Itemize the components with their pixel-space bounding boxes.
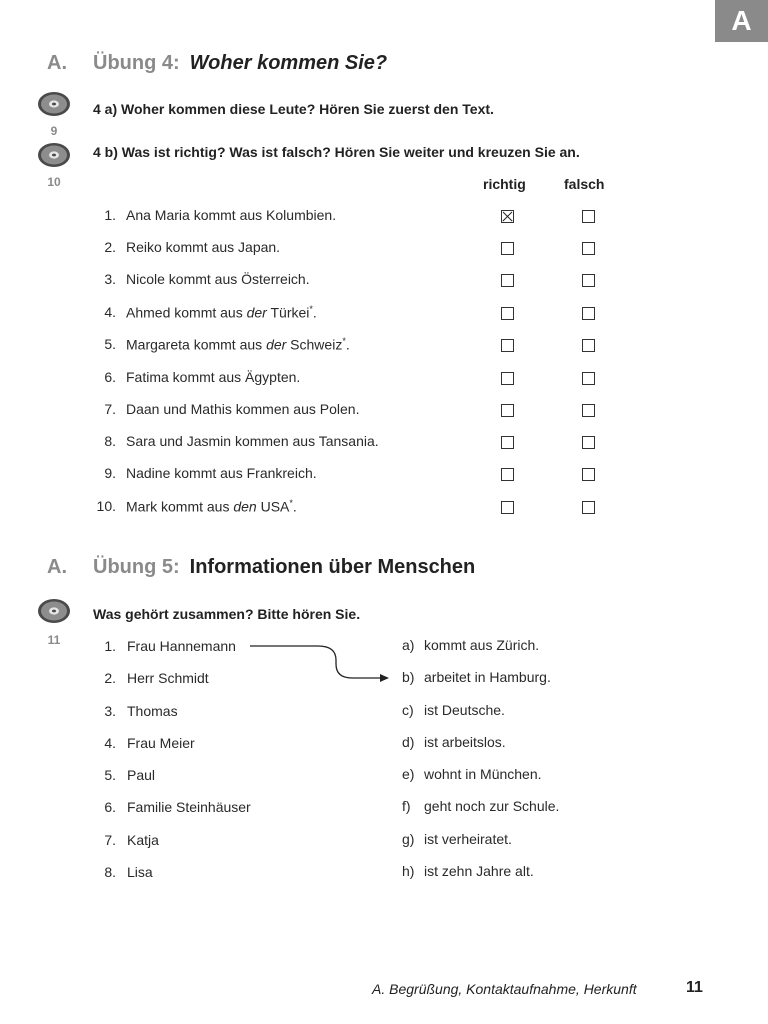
statement-number: 7. bbox=[104, 401, 116, 417]
person-name[interactable]: Katja bbox=[127, 832, 159, 848]
column-header-richtig: richtig bbox=[483, 176, 526, 192]
statement-number: 8. bbox=[104, 433, 116, 449]
footnote-marker: * bbox=[309, 304, 313, 314]
checkbox-falsch[interactable] bbox=[582, 501, 595, 514]
exercise-number: Übung 5: bbox=[93, 556, 180, 578]
answer-letter: g) bbox=[402, 831, 415, 847]
exercise-heading: Informationen über Menschen bbox=[189, 556, 476, 578]
statement-text bbox=[126, 465, 317, 481]
person-number: 3. bbox=[104, 703, 116, 719]
statement-text bbox=[126, 498, 297, 515]
checkbox-richtig[interactable] bbox=[501, 307, 514, 320]
checkbox-falsch[interactable] bbox=[582, 339, 595, 352]
statement-number: 9. bbox=[104, 465, 116, 481]
audio-cd-icon[interactable] bbox=[37, 91, 71, 117]
checkbox-richtig[interactable] bbox=[501, 436, 514, 449]
footnote-marker: * bbox=[342, 336, 346, 346]
checkbox-falsch[interactable] bbox=[582, 468, 595, 481]
person-number: 4. bbox=[104, 735, 116, 751]
checkbox-falsch[interactable] bbox=[582, 242, 595, 255]
checkbox-falsch[interactable] bbox=[582, 274, 595, 287]
person-number: 2. bbox=[104, 670, 116, 686]
statement-text bbox=[126, 433, 379, 449]
checkbox-falsch[interactable] bbox=[582, 404, 595, 417]
statement-text-part: Türkei bbox=[266, 304, 310, 321]
statement-row bbox=[0, 304, 768, 328]
person-name[interactable]: Frau Meier bbox=[127, 735, 195, 751]
statement-text-part: . bbox=[312, 304, 317, 321]
chapter-tab: A bbox=[715, 0, 768, 42]
answer-letter: f) bbox=[402, 798, 411, 814]
answer-text[interactable]: wohnt in München. bbox=[424, 766, 542, 782]
checkbox-richtig[interactable] bbox=[501, 274, 514, 287]
checkbox-falsch[interactable] bbox=[582, 436, 595, 449]
person-name[interactable]: Lisa bbox=[127, 864, 153, 880]
person-number: 6. bbox=[104, 799, 116, 815]
answer-text[interactable]: kommt aus Zürich. bbox=[424, 637, 540, 653]
statement-text-part: Nicole kommt aus Österreich. bbox=[126, 271, 310, 287]
exercise-heading: Woher kommen Sie? bbox=[189, 52, 388, 74]
statement-text-part: Sara und Jasmin kommen aus Tansania. bbox=[126, 433, 379, 449]
audio-cd-icon[interactable] bbox=[37, 598, 71, 624]
statement-text bbox=[126, 336, 350, 353]
person-number: 1. bbox=[104, 638, 116, 654]
statement-number: 6. bbox=[104, 369, 116, 385]
statement-text-part: Schweiz bbox=[286, 336, 343, 353]
statement-row bbox=[0, 336, 768, 360]
statement-text-part: USA bbox=[256, 498, 290, 515]
person-name[interactable]: Paul bbox=[127, 767, 156, 783]
statement-text bbox=[126, 369, 300, 385]
instruction-4b: 4 b) Was ist richtig? Was ist falsch? Hören Sie weiter und kreuzen Sie an. bbox=[93, 144, 580, 160]
answer-text[interactable]: ist arbeitslos. bbox=[424, 734, 506, 750]
person-name[interactable]: Familie Steinhäuser bbox=[127, 799, 251, 815]
statement-text-part: Fatima kommt aus Ägypten. bbox=[126, 369, 301, 385]
exercise-number: Übung 4: bbox=[93, 52, 180, 74]
checkbox-richtig[interactable] bbox=[501, 404, 514, 417]
page-number: 11 bbox=[686, 979, 703, 996]
answer-text[interactable]: ist verheiratet. bbox=[424, 831, 512, 847]
checkbox-richtig[interactable] bbox=[501, 339, 514, 352]
statement-text bbox=[126, 239, 280, 255]
statement-number: 10. bbox=[96, 498, 116, 514]
audio-cd-icon[interactable] bbox=[37, 142, 71, 168]
statement-text bbox=[126, 401, 359, 417]
track-number: 9 bbox=[50, 124, 58, 138]
statement-text-part: Ahmed kommt aus bbox=[126, 304, 247, 321]
person-number: 8. bbox=[104, 864, 116, 880]
checkbox-richtig[interactable] bbox=[501, 242, 514, 255]
answer-letter: d) bbox=[402, 734, 415, 750]
exercise-5-title bbox=[47, 556, 475, 586]
statement-text bbox=[126, 304, 317, 321]
statement-article: den bbox=[233, 498, 257, 515]
statement-number: 3. bbox=[104, 271, 116, 287]
answer-letter: b) bbox=[402, 669, 415, 685]
statement-row bbox=[0, 271, 768, 295]
checkbox-falsch[interactable] bbox=[582, 210, 595, 223]
statement-number: 1. bbox=[104, 207, 116, 223]
column-header-falsch: falsch bbox=[564, 176, 605, 192]
statement-text bbox=[126, 271, 310, 287]
answer-text[interactable]: ist zehn Jahre alt. bbox=[424, 863, 534, 879]
statement-text-part: Margareta kommt aus bbox=[126, 336, 267, 353]
answer-text[interactable]: geht noch zur Schule. bbox=[424, 798, 560, 814]
statement-row bbox=[0, 433, 768, 457]
statement-text-part: Ana Maria kommt aus Kolumbien. bbox=[126, 207, 337, 223]
statement-row bbox=[0, 207, 768, 231]
track-number: 10 bbox=[47, 175, 61, 189]
statement-text-part: . bbox=[292, 498, 297, 515]
checkbox-falsch[interactable] bbox=[582, 307, 595, 320]
checkbox-falsch[interactable] bbox=[582, 372, 595, 385]
statement-text-part: . bbox=[345, 336, 350, 353]
section-letter: A. bbox=[47, 52, 67, 74]
person-name[interactable]: Frau Hannemann bbox=[127, 638, 236, 654]
statement-number: 4. bbox=[104, 304, 116, 320]
person-number: 5. bbox=[104, 767, 116, 783]
statement-article: der bbox=[266, 336, 287, 353]
statement-text-part: Reiko kommt aus Japan. bbox=[126, 239, 281, 255]
statement-text-part: Nadine kommt aus Frankreich. bbox=[126, 465, 317, 481]
instruction-5: Was gehört zusammen? Bitte hören Sie. bbox=[93, 606, 361, 622]
person-number: 7. bbox=[104, 832, 116, 848]
statement-text bbox=[126, 207, 336, 223]
statement-text-part: Daan und Mathis kommen aus Polen. bbox=[126, 401, 360, 417]
statement-number: 5. bbox=[104, 336, 116, 352]
answer-text[interactable]: arbeitet in Hamburg. bbox=[424, 669, 551, 685]
statement-row bbox=[0, 369, 768, 393]
answer-text[interactable]: ist Deutsche. bbox=[424, 702, 505, 718]
footnote-marker: * bbox=[289, 498, 293, 508]
footer-chapter-title: A. Begrüßung, Kontaktaufnahme, Herkunft bbox=[372, 981, 637, 997]
statement-row bbox=[0, 465, 768, 489]
statement-text-part: Mark kommt aus bbox=[126, 498, 234, 515]
answer-letter: a) bbox=[402, 637, 415, 653]
checkbox-richtig[interactable] bbox=[501, 501, 514, 514]
statement-article: der bbox=[246, 304, 267, 321]
checkbox-richtig[interactable] bbox=[501, 468, 514, 481]
answer-letter: c) bbox=[402, 702, 414, 718]
person-name[interactable]: Thomas bbox=[127, 703, 178, 719]
checkbox-richtig[interactable] bbox=[501, 210, 514, 223]
instruction-4a: 4 a) Woher kommen diese Leute? Hören Sie zuerst den Text. bbox=[93, 101, 494, 117]
answer-letter: e) bbox=[402, 766, 415, 782]
person-name[interactable]: Herr Schmidt bbox=[127, 670, 209, 686]
statement-row bbox=[0, 401, 768, 425]
statement-number: 2. bbox=[104, 239, 116, 255]
statement-row bbox=[0, 239, 768, 263]
answer-letter: h) bbox=[402, 863, 415, 879]
exercise-4-title bbox=[47, 52, 387, 82]
section-letter: A. bbox=[47, 556, 67, 578]
statement-row bbox=[0, 498, 768, 522]
track-number: 11 bbox=[47, 633, 61, 647]
checkbox-richtig[interactable] bbox=[501, 372, 514, 385]
